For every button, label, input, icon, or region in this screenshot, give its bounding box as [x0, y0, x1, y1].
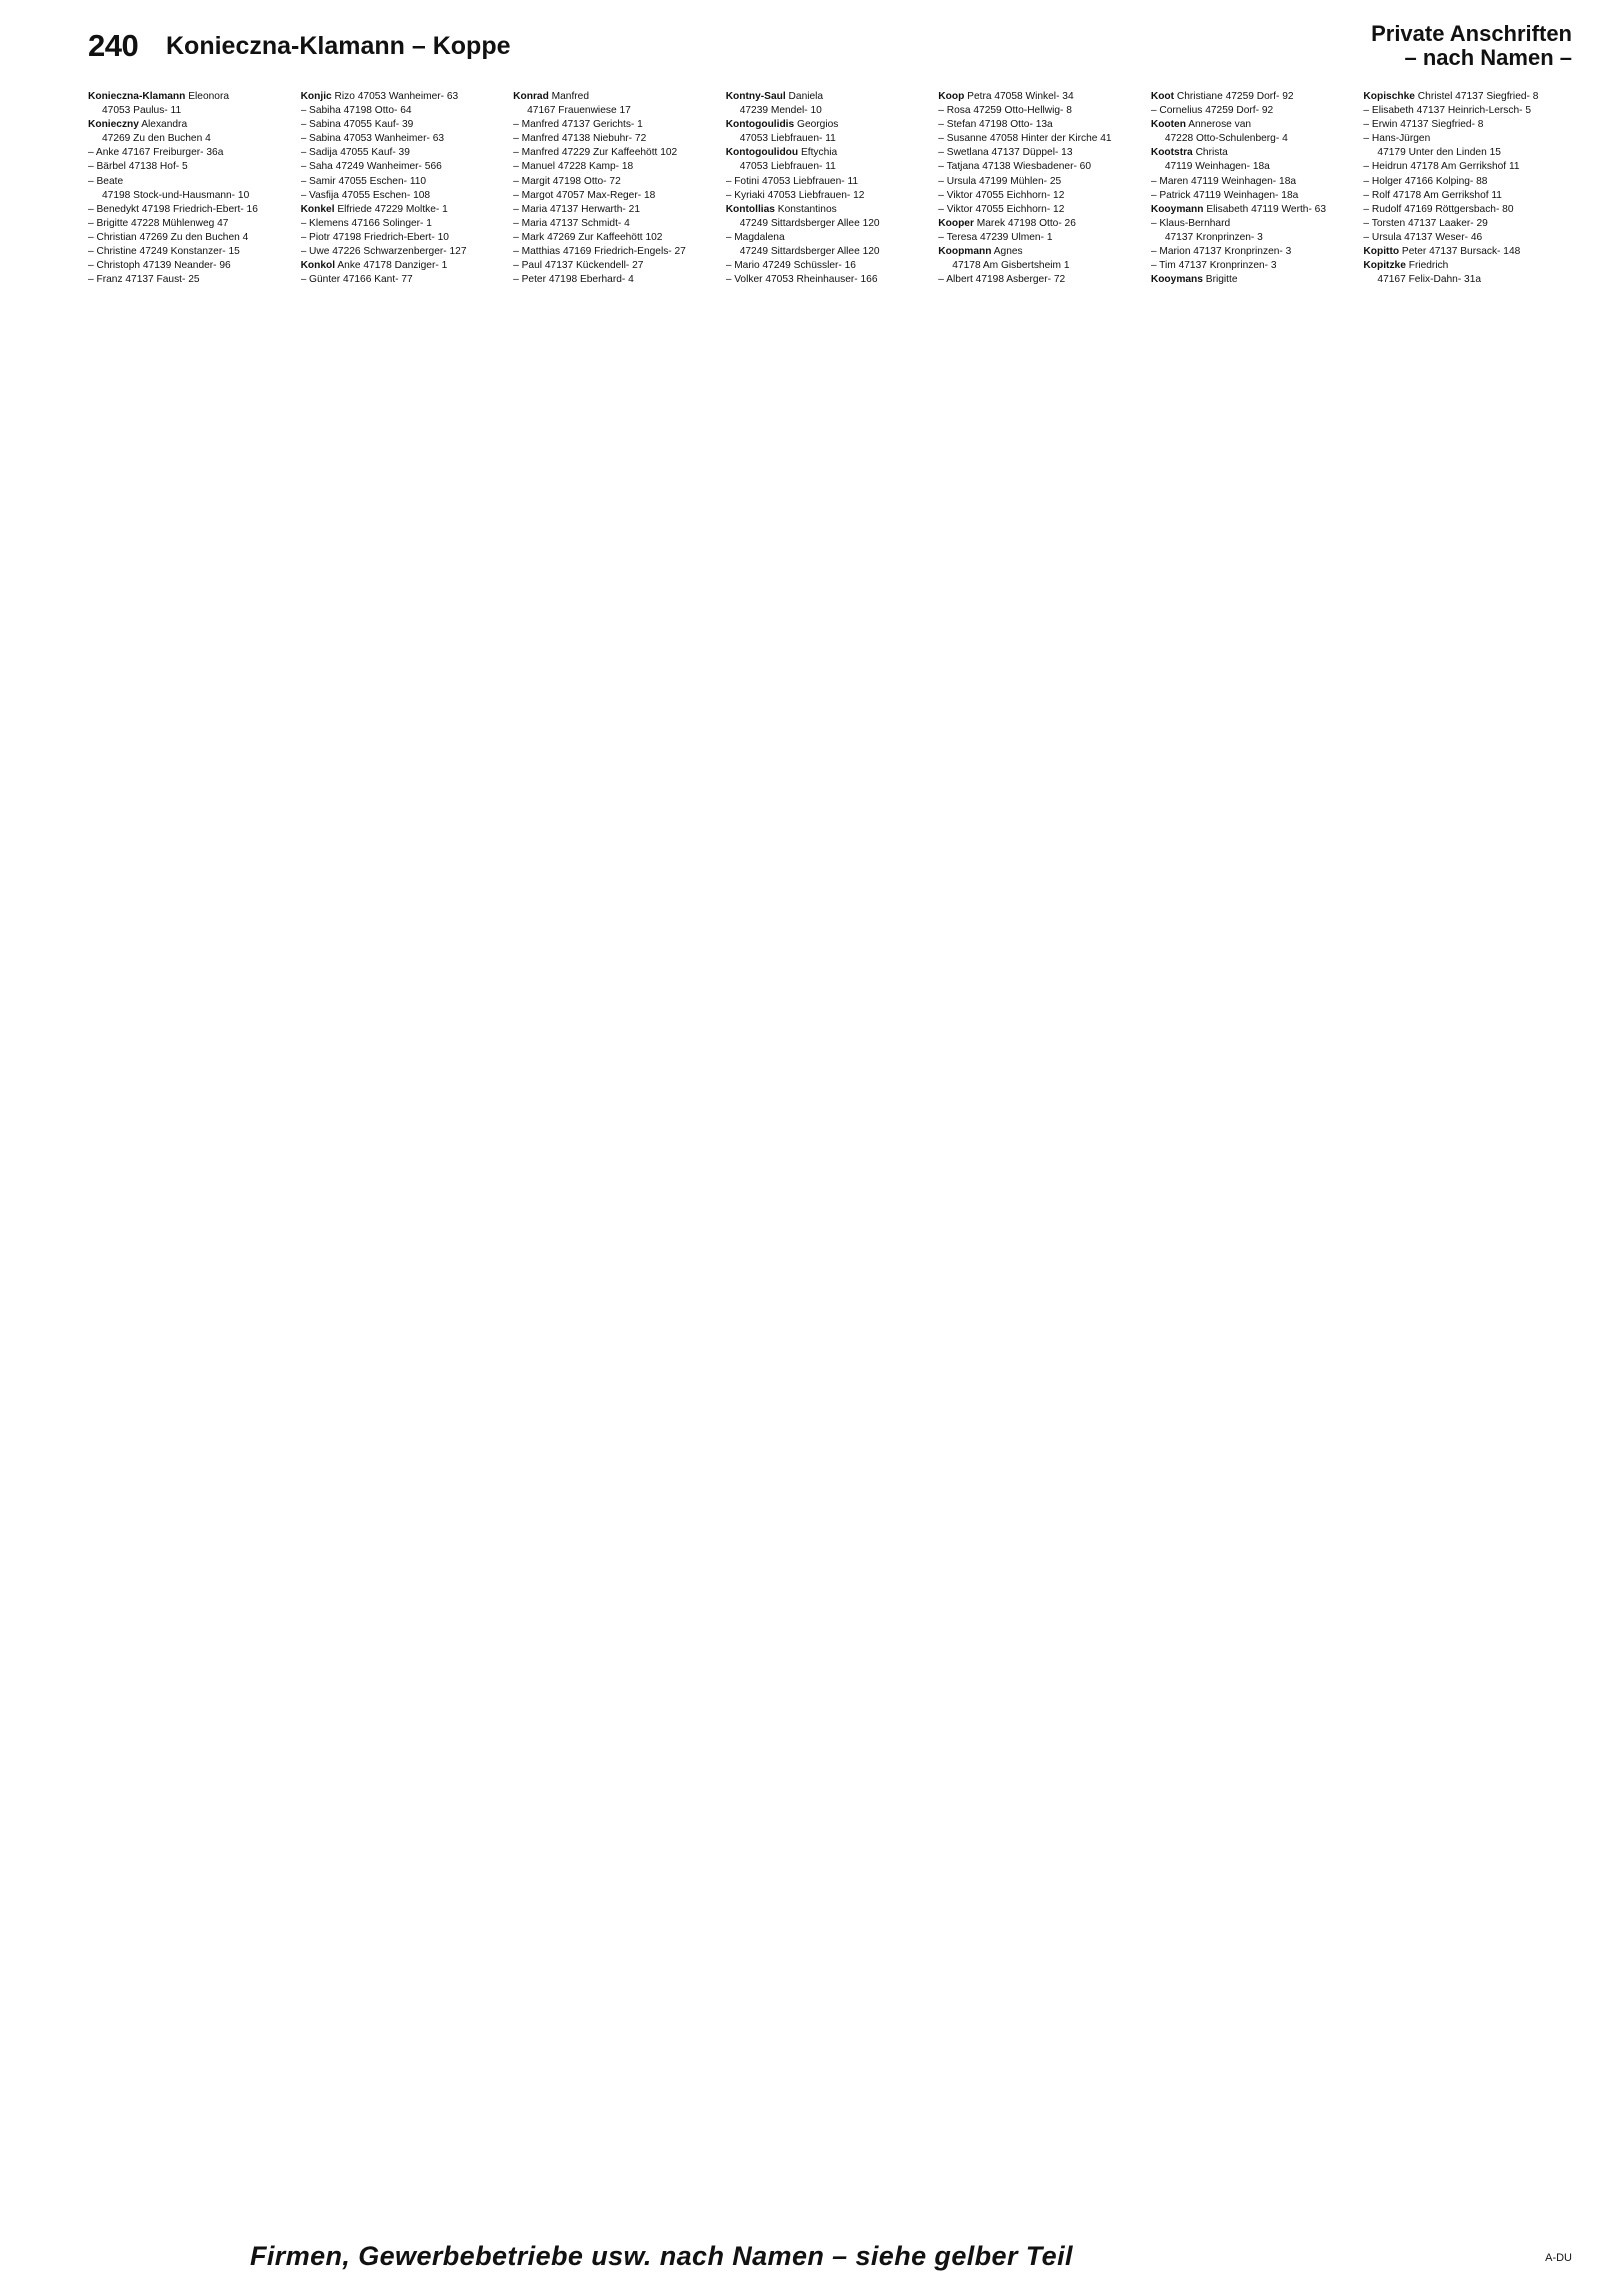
directory-entry	[1151, 118, 1358, 132]
directory-entry	[1151, 175, 1358, 189]
directory-entry	[1363, 189, 1570, 203]
directory-entry	[513, 259, 720, 273]
entry-details: – Rolf 47178 Am Gerrikshof 11	[1363, 189, 1502, 201]
entry-details: – Cornelius 47259 Dorf- 92	[1150, 105, 1274, 117]
directory-entry	[1151, 90, 1358, 104]
entry-details: Christiane 47259 Dorf- 92	[1176, 91, 1294, 102]
entry-details: – Christian 47269 Zu den Buchen 4	[88, 231, 249, 243]
directory-entry	[938, 259, 1145, 273]
entry-details: – Swetlana 47137 Düppel- 13	[938, 147, 1073, 159]
entry-details: Eleonora	[188, 91, 229, 102]
section-subtitle: – nach Namen –	[1404, 45, 1572, 70]
entry-details: Georgios	[797, 119, 839, 131]
entry-details: Rizo 47053 Wanheimer- 63	[334, 91, 459, 102]
directory-entry	[513, 245, 720, 259]
entry-details: Manfred	[551, 91, 590, 102]
entry-details: Peter 47137 Bursack- 148	[1401, 246, 1521, 258]
entry-details: – Tatjana 47138 Wiesbadener- 60	[938, 161, 1092, 173]
entry-details: – Maren 47119 Weinhagen- 18a	[1150, 175, 1297, 187]
entry-details: – Holger 47166 Kolping- 88	[1363, 175, 1488, 187]
surname: Koopmann	[938, 246, 992, 258]
entry-details: Alexandra	[141, 119, 188, 131]
surname: Kooymann	[1150, 203, 1204, 215]
surname: Kooymans	[1150, 274, 1203, 286]
directory-entry	[1363, 203, 1570, 217]
entry-details: – Elisabeth 47137 Heinrich-Lersch- 5	[1363, 105, 1532, 117]
directory-entry	[88, 132, 295, 146]
directory-entry	[1363, 104, 1570, 118]
entry-details: 47053 Liebfrauen- 11	[739, 161, 836, 173]
entry-details: 47179 Unter den Linden 15	[1377, 147, 1501, 159]
directory-entry	[301, 146, 508, 160]
entry-details: Brigitte	[1205, 274, 1238, 286]
entry-details: – Sabiha 47198 Otto- 64	[300, 105, 412, 117]
directory-entry	[1151, 132, 1358, 146]
directory-entry	[726, 273, 933, 287]
directory-entry	[88, 231, 295, 245]
directory-entry	[726, 118, 933, 132]
entry-details: Marek 47198 Otto- 26	[976, 217, 1076, 229]
entry-details: – Peter 47198 Eberhard- 4	[513, 274, 634, 286]
entry-details: 47119 Weinhagen- 18a	[1164, 161, 1270, 173]
surname: Konkel	[300, 203, 335, 215]
entry-details: Christa	[1195, 147, 1228, 159]
directory-entry	[726, 175, 933, 189]
entry-details: – Teresa 47239 Ulmen- 1	[938, 231, 1053, 243]
directory-entry	[1363, 245, 1570, 259]
entry-details: – Franz 47137 Faust- 25	[88, 274, 200, 286]
entry-details: – Marion 47137 Kronprinzen- 3	[1150, 246, 1292, 258]
entry-details: – Ursula 47137 Weser- 46	[1363, 231, 1483, 243]
entry-details: – Sabina 47055 Kauf- 39	[300, 119, 414, 131]
entry-details: – Christoph 47139 Neander- 96	[88, 260, 231, 272]
directory-entry	[938, 118, 1145, 132]
entry-details: – Kyriaki 47053 Liebfrauen- 12	[725, 189, 865, 201]
directory-entry	[513, 90, 720, 104]
entry-details: – Klemens 47166 Solinger- 1	[300, 217, 432, 229]
directory-entry	[88, 189, 295, 203]
entry-details: 47228 Otto-Schulenberg- 4	[1164, 133, 1288, 145]
directory-entry	[513, 203, 720, 217]
surname: Kopitzke	[1363, 260, 1406, 272]
entry-details: – Piotr 47198 Friedrich-Ebert- 10	[300, 231, 449, 243]
surname: Kontogoulidis	[725, 119, 795, 131]
entry-details: – Magdalena	[725, 231, 785, 243]
entry-details: – Rosa 47259 Otto-Hellwig- 8	[938, 105, 1072, 117]
directory-entry	[88, 203, 295, 217]
surname: Kontny-Saul	[725, 91, 786, 102]
surname: Kooten	[1150, 119, 1186, 131]
surname: Koop	[938, 91, 965, 102]
entry-details: Daniela	[788, 91, 824, 102]
entry-details: – Sabina 47053 Wanheimer- 63	[300, 133, 445, 145]
directory-entry	[938, 203, 1145, 217]
directory-entry	[513, 146, 720, 160]
entry-details: – Bärbel 47138 Hof- 5	[88, 161, 188, 173]
entry-details: – Beate	[88, 175, 124, 187]
entry-details: 47239 Mendel- 10	[739, 105, 822, 117]
directory-entry	[88, 175, 295, 189]
directory-entry	[938, 160, 1145, 174]
directory-entry	[88, 273, 295, 287]
directory-entry	[301, 231, 508, 245]
entry-details: – Paul 47137 Kückendell- 27	[513, 260, 644, 272]
directory-entry	[938, 146, 1145, 160]
page-number: 240	[88, 28, 139, 63]
directory-entry	[1363, 90, 1570, 104]
directory-entry	[513, 118, 720, 132]
surname: Kopitto	[1363, 246, 1400, 258]
entry-details: – Mark 47269 Zur Kaffeehött 102	[513, 231, 663, 243]
entry-details: – Viktor 47055 Eichhorn- 12	[938, 189, 1065, 201]
surname: Kontollias	[725, 203, 775, 215]
entry-details: 47249 Sittardsberger Allee 120	[739, 246, 880, 258]
directory-entry	[88, 217, 295, 231]
directory-entry	[301, 118, 508, 132]
directory-entry	[1151, 245, 1358, 259]
directory-entry	[938, 217, 1145, 231]
entry-details: Anke 47178 Danziger- 1	[337, 260, 448, 272]
directory-column-6	[1151, 90, 1358, 2220]
directory-entry	[301, 259, 508, 273]
entry-details: – Manfred 47229 Zur Kaffeehött 102	[513, 147, 678, 159]
entry-details: – Vasfija 47055 Eschen- 108	[300, 189, 431, 201]
surname: Konrad	[513, 91, 549, 102]
surname: Kootstra	[1150, 147, 1193, 159]
directory-entry	[1151, 273, 1358, 287]
entry-details: Elisabeth 47119 Werth- 63	[1206, 203, 1327, 215]
directory-entry	[938, 90, 1145, 104]
entry-details: 47167 Frauenwiese 17	[527, 105, 631, 117]
entry-details: – Manfred 47138 Niebuhr- 72	[513, 133, 647, 145]
entry-details: – Ursula 47199 Mühlen- 25	[938, 175, 1062, 187]
directory-entry	[1151, 217, 1358, 231]
directory-entry	[513, 132, 720, 146]
entry-details: Friedrich	[1408, 260, 1449, 272]
directory-entry	[938, 189, 1145, 203]
directory-column-7	[1363, 90, 1570, 2220]
directory-entry	[1363, 217, 1570, 231]
directory-columns	[88, 90, 1570, 2220]
surname: Kontogoulidou	[725, 147, 799, 159]
directory-entry	[1151, 104, 1358, 118]
entry-details: – Christine 47249 Konstanzer- 15	[88, 246, 240, 258]
entry-details: 47053 Paulus- 11	[102, 105, 182, 117]
entry-details: 47198 Stock-und-Hausmann- 10	[102, 189, 250, 201]
directory-entry	[513, 160, 720, 174]
directory-entry	[938, 175, 1145, 189]
entry-details: Eftychia	[800, 147, 838, 159]
directory-entry	[1363, 160, 1570, 174]
entry-details: – Mario 47249 Schüssler- 16	[725, 260, 856, 272]
directory-entry	[726, 217, 933, 231]
surname: Kopischke	[1363, 91, 1415, 102]
directory-entry	[1363, 118, 1570, 132]
surname: Konieczny	[88, 119, 139, 131]
directory-entry	[513, 273, 720, 287]
entry-details: 47249 Sittardsberger Allee 120	[739, 217, 880, 229]
entry-details: – Klaus-Bernhard	[1150, 217, 1231, 229]
entry-details: – Uwe 47226 Schwarzenberger- 127	[300, 246, 467, 258]
directory-entry	[88, 259, 295, 273]
entry-details: – Erwin 47137 Siegfried- 8	[1363, 119, 1484, 131]
entry-details: Christel 47137 Siegfried- 8	[1417, 91, 1539, 102]
directory-entry	[726, 160, 933, 174]
entry-details: Konstantinos	[777, 203, 837, 215]
directory-entry	[1151, 160, 1358, 174]
directory-entry	[301, 189, 508, 203]
surname: Koot	[1150, 91, 1175, 102]
surname: Konjic	[300, 91, 332, 102]
directory-entry	[1363, 132, 1570, 146]
surname: Konieczna-Klamann	[88, 91, 186, 102]
directory-entry	[1151, 231, 1358, 245]
name-range-title: Konieczna-Klamann – Koppe	[166, 32, 511, 60]
page-header	[88, 22, 1572, 82]
entry-details: Agnes	[993, 246, 1023, 258]
directory-entry	[726, 259, 933, 273]
entry-details: Elfriede 47229 Moltke- 1	[337, 203, 448, 215]
section-heading	[1371, 22, 1572, 70]
directory-column-2	[301, 90, 508, 2220]
directory-entry	[726, 231, 933, 245]
directory-entry	[88, 160, 295, 174]
entry-details: – Susanne 47058 Hinter der Kirche 41	[938, 133, 1112, 145]
entry-details: – Brigitte 47228 Mühlenweg 47	[88, 217, 229, 229]
directory-column-4	[726, 90, 933, 2220]
entry-details: Petra 47058 Winkel- 34	[967, 91, 1074, 102]
directory-entry	[1151, 203, 1358, 217]
directory-entry	[513, 189, 720, 203]
entry-details: 47053 Liebfrauen- 11	[739, 133, 836, 145]
directory-entry	[301, 132, 508, 146]
directory-entry	[1151, 189, 1358, 203]
directory-entry	[513, 104, 720, 118]
directory-entry	[301, 160, 508, 174]
entry-details: – Maria 47137 Schmidt- 4	[513, 217, 630, 229]
surname: Konkol	[300, 260, 336, 272]
entry-details: 47137 Kronprinzen- 3	[1164, 231, 1263, 243]
entry-details: 47178 Am Gisbertsheim 1	[952, 260, 1070, 272]
entry-details: – Margot 47057 Max-Reger- 18	[513, 189, 656, 201]
footer-tag: A-DU	[1545, 2252, 1572, 2264]
directory-entry	[88, 90, 295, 104]
directory-entry	[1363, 231, 1570, 245]
entry-details: – Anke 47167 Freiburger- 36a	[88, 147, 224, 159]
directory-entry	[301, 217, 508, 231]
entry-details: – Günter 47166 Kant- 77	[300, 274, 413, 286]
directory-entry	[1363, 259, 1570, 273]
entry-details: – Torsten 47137 Laaker- 29	[1363, 217, 1488, 229]
footer-note: Firmen, Gewerbebetriebe usw. nach Namen – siehe gelber Teil	[250, 2241, 1073, 2271]
directory-entry	[88, 104, 295, 118]
directory-entry	[301, 203, 508, 217]
entry-details: – Fotini 47053 Liebfrauen- 11	[725, 175, 859, 187]
entry-details: – Volker 47053 Rheinhauser- 166	[725, 274, 878, 286]
entry-details: – Viktor 47055 Eichhorn- 12	[938, 203, 1065, 215]
directory-entry	[301, 245, 508, 259]
entry-details: – Matthias 47169 Friedrich-Engels- 27	[513, 246, 686, 258]
entry-details: – Rudolf 47169 Röttgersbach- 80	[1363, 203, 1514, 215]
directory-entry	[938, 245, 1145, 259]
entry-details: – Manuel 47228 Kamp- 18	[513, 161, 634, 173]
directory-entry	[88, 146, 295, 160]
surname: Kooper	[938, 217, 974, 229]
directory-entry	[726, 245, 933, 259]
directory-entry	[726, 189, 933, 203]
directory-entry	[513, 231, 720, 245]
directory-entry	[513, 217, 720, 231]
directory-entry	[726, 90, 933, 104]
entry-details: – Albert 47198 Asberger- 72	[938, 274, 1066, 286]
section-title: Private Anschriften	[1371, 21, 1572, 46]
directory-entry	[88, 245, 295, 259]
directory-entry	[301, 104, 508, 118]
directory-entry	[938, 231, 1145, 245]
directory-entry	[726, 146, 933, 160]
entry-details: Annerose van	[1188, 119, 1252, 131]
entry-details: – Saha 47249 Wanheimer- 566	[300, 161, 442, 173]
entry-details: 47167 Felix-Dahn- 31a	[1377, 274, 1482, 286]
entry-details: – Samir 47055 Eschen- 110	[300, 175, 427, 187]
entry-details: – Maria 47137 Herwarth- 21	[513, 203, 640, 215]
directory-entry	[1363, 273, 1570, 287]
directory-entry	[938, 104, 1145, 118]
directory-entry	[301, 273, 508, 287]
entry-details: – Patrick 47119 Weinhagen- 18a	[1150, 189, 1299, 201]
entry-details: – Tim 47137 Kronprinzen- 3	[1150, 260, 1277, 272]
directory-entry	[88, 118, 295, 132]
directory-entry	[301, 90, 508, 104]
directory-entry	[1363, 146, 1570, 160]
directory-column-3	[513, 90, 720, 2220]
entry-details: – Benedykt 47198 Friedrich-Ebert- 16	[88, 203, 258, 215]
entry-details: – Manfred 47137 Gerichts- 1	[513, 119, 643, 131]
entry-details: 47269 Zu den Buchen 4	[102, 133, 211, 145]
directory-entry	[726, 104, 933, 118]
directory-entry	[513, 175, 720, 189]
directory-entry	[726, 203, 933, 217]
directory-entry	[1151, 146, 1358, 160]
directory-entry	[938, 273, 1145, 287]
entry-details: – Stefan 47198 Otto- 13a	[938, 119, 1053, 131]
entry-details: – Hans-Jürgen	[1363, 133, 1431, 145]
directory-entry	[1363, 175, 1570, 189]
directory-entry	[301, 175, 508, 189]
directory-entry	[1151, 259, 1358, 273]
entry-details: – Sadija 47055 Kauf- 39	[300, 147, 410, 159]
entry-details: – Heidrun 47178 Am Gerrikshof 11	[1363, 161, 1520, 173]
directory-column-5	[938, 90, 1145, 2220]
directory-entry	[938, 132, 1145, 146]
directory-entry	[726, 132, 933, 146]
entry-details: – Margit 47198 Otto- 72	[513, 175, 621, 187]
directory-column-1	[88, 90, 295, 2220]
